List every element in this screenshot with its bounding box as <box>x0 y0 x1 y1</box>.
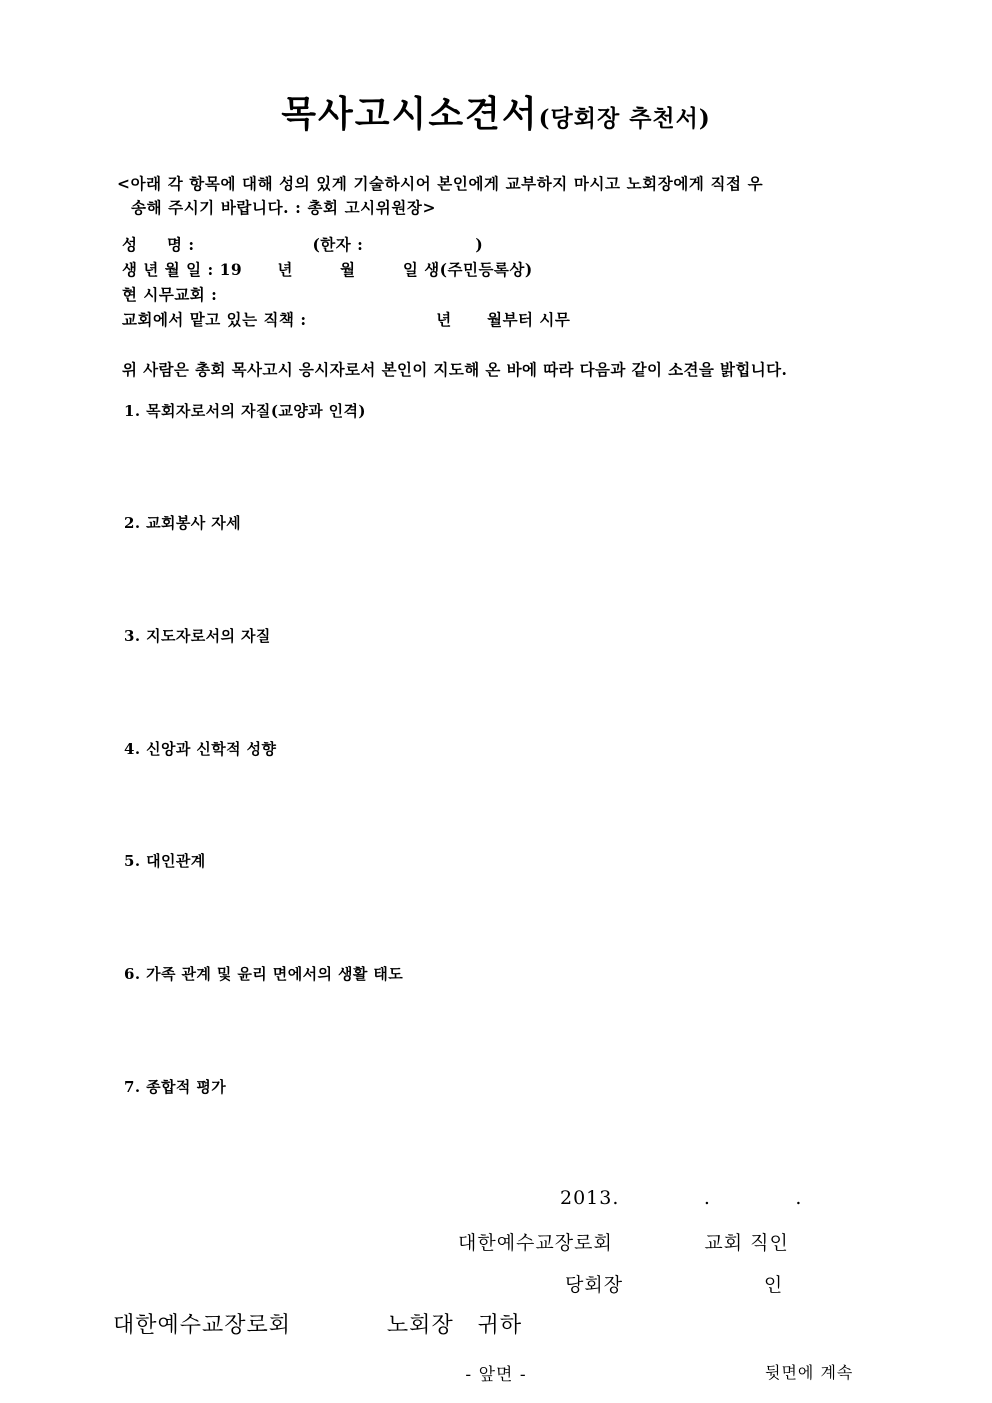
document-title <box>0 86 992 137</box>
item-6: 6. 가족 관계 및 윤리 면에서의 생활 태도 <box>124 965 404 983</box>
item-2: 2. 교회봉사 자세 <box>124 514 242 532</box>
item-3: 3. 지도자로서의 자질 <box>124 627 271 645</box>
field-church-position: 교회에서 맡고 있는 직책 : 년 월부터 시무 <box>122 310 571 329</box>
footer-continued-label: 뒷면에 계속 <box>765 1363 854 1382</box>
field-current-church: 현 시무교회 : <box>122 285 218 304</box>
item-4: 4. 신앙과 신학적 성향 <box>124 740 277 758</box>
statement-text: 위 사람은 총회 목사고시 응시자로서 본인이 지도해 온 바에 따라 다음과 같이 소견을 밝힙니다. <box>122 360 788 379</box>
field-birthdate: 생 년 월 일 : 19 년 월 일 생(주민등록상) <box>122 260 533 279</box>
title-main-text: 목사고시소견서 <box>281 93 539 135</box>
signature-chairman-seal: 당회장 인 <box>565 1274 784 1296</box>
field-name: 성 명 : (한자 : ) <box>122 235 484 254</box>
notice-line-2: 송해 주시기 바랍니다. : 총회 고시위원장> <box>131 198 437 218</box>
signature-church-seal: 대한예수교장로회 교회 직인 <box>458 1232 789 1254</box>
footer-page-label: - 앞면 - <box>465 1365 527 1385</box>
signature-presbytery-address: 대한예수교장로회 노회장 귀하 <box>113 1313 523 1338</box>
notice-block <box>117 172 877 220</box>
item-7: 7. 종합적 평가 <box>124 1078 227 1096</box>
item-1: 1. 목회자로서의 자질(교양과 인격) <box>124 402 366 420</box>
item-5: 5. 대인관계 <box>124 852 206 870</box>
notice-line-1: <아래 각 항목에 대해 성의 있게 기술하시어 본인에게 교부하지 마시고 노회장에게 직접 우 <box>117 174 764 193</box>
applicant-fields <box>122 233 902 333</box>
title-sub-text: (당회장 추천서) <box>538 105 711 132</box>
signature-year: 2013. . . <box>560 1187 803 1209</box>
